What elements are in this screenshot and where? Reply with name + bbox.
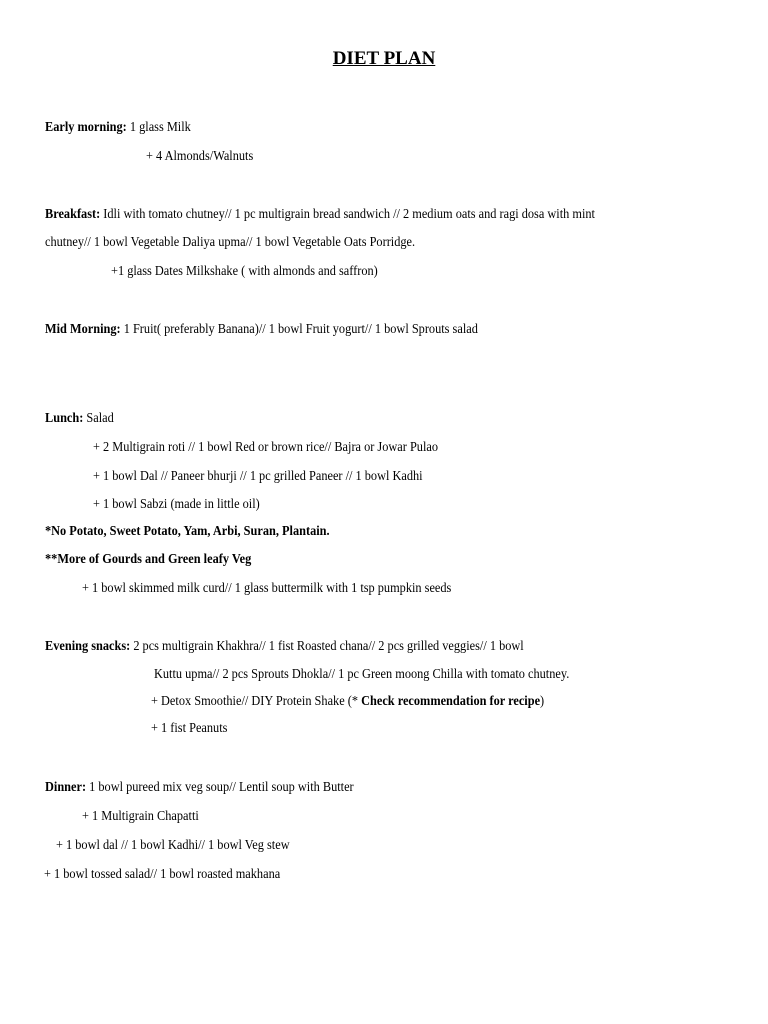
lunch-item: + 1 bowl Sabzi (made in little oil) [93,497,260,512]
early-morning-extra: + 4 Almonds/Walnuts [146,149,254,164]
dinner-item: + 1 bowl tossed salad// 1 bowl roasted makhana [44,867,281,882]
early-morning-text: 1 glass Milk [126,120,191,135]
dinner-label: Dinner: [45,780,87,795]
evening-snacks-smoothie [151,694,544,710]
lunch-item: + 1 bowl Dal // Paneer bhurji // 1 pc grilled Paneer // 1 bowl Kadhi [93,469,423,484]
breakfast-line [45,207,595,223]
lunch-label: Lunch: [45,411,84,426]
breakfast-text-continued: chutney// 1 bowl Vegetable Daliya upma// 1 bowl Vegetable Oats Porridge. [45,235,416,250]
lunch-note: **More of Gourds and Green leafy Veg [45,552,252,567]
dinner-text: 1 bowl pureed mix veg soup// Lentil soup with Butter [86,780,354,795]
breakfast-extra: +1 glass Dates Milkshake ( with almonds and saffron) [111,264,378,279]
breakfast-label: Breakfast: [45,207,101,222]
dinner-item: + 1 Multigrain Chapatti [82,809,199,824]
lunch-curd: + 1 bowl skimmed milk curd// 1 glass buttermilk with 1 tsp pumpkin seeds [82,581,452,596]
breakfast-text: Idli with tomato chutney// 1 pc multigrain bread sandwich // 2 medium oats and ragi dosa with mint [100,207,595,222]
page-title: DIET PLAN [332,48,436,69]
recipe-recommendation: Check recommendation for recipe [361,694,541,709]
mid-morning-line [45,322,478,338]
evening-snacks-peanuts: + 1 fist Peanuts [151,721,228,736]
evening-snacks-text-continued: Kuttu upma// 2 pcs Sprouts Dhokla// 1 pc Green moong Chilla with tomato chutney. [154,667,570,682]
evening-snacks-line [45,639,524,655]
lunch-line [45,411,114,427]
lunch-item: + 2 Multigrain roti // 1 bowl Red or brown rice// Bajra or Jowar Pulao [93,440,439,455]
lunch-text: Salad [83,411,114,426]
smoothie-text: + Detox Smoothie// DIY Protein Shake (* [151,694,362,709]
smoothie-close: ) [540,694,545,709]
early-morning-line [45,120,191,136]
mid-morning-label: Mid Morning: [45,322,121,337]
evening-snacks-text: 2 pcs multigrain Khakhra// 1 fist Roasted chana// 2 pcs grilled veggies// 1 bowl [130,639,524,654]
early-morning-label: Early morning: [45,120,127,135]
dinner-line [45,780,354,796]
evening-snacks-label: Evening snacks: [45,639,131,654]
dinner-item: + 1 bowl dal // 1 bowl Kadhi// 1 bowl Veg stew [56,838,290,853]
lunch-note: *No Potato, Sweet Potato, Yam, Arbi, Suran, Plantain. [45,524,330,539]
mid-morning-text: 1 Fruit( preferably Banana)// 1 bowl Fruit yogurt// 1 bowl Sprouts salad [120,322,478,337]
